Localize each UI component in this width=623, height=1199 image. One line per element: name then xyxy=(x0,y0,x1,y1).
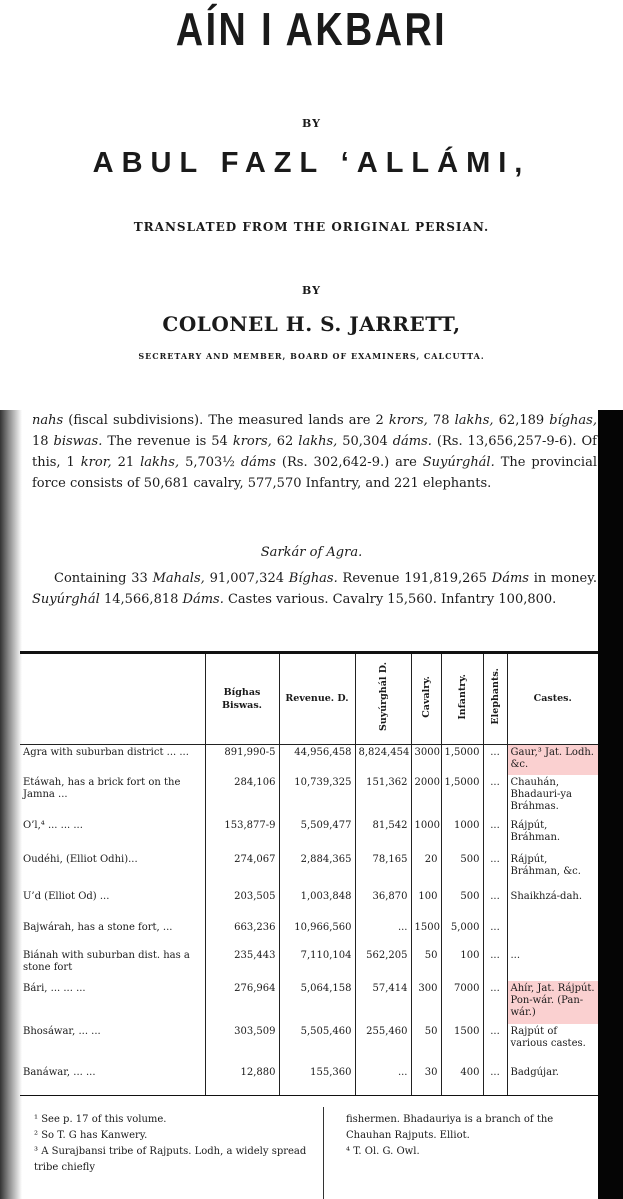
text-run: 21 xyxy=(111,455,141,470)
cell-suyurghal: 78,165 xyxy=(355,852,411,889)
book-title: AÍN I AKBARI xyxy=(175,3,448,55)
table-row xyxy=(20,948,598,980)
cell-infantry: 7000 xyxy=(441,981,483,1024)
cell-revenue: 10,739,325 xyxy=(279,775,355,818)
italic-term: Dáms. xyxy=(182,592,224,607)
cell-castes: Gaur,³ Jat. Lodh. &c. xyxy=(507,744,598,775)
table-row xyxy=(20,775,598,818)
header-name xyxy=(20,654,205,744)
translator-name: COLONEL H. S. JARRETT, xyxy=(162,312,461,336)
table-row xyxy=(20,981,598,1024)
cell-infantry: 500 xyxy=(441,889,483,920)
cell-suyurghal: 255,460 xyxy=(355,1024,411,1065)
cell-infantry: 1000 xyxy=(441,818,483,853)
cell-bighas: 153,877-9 xyxy=(205,818,279,853)
cell-revenue: 155,360 xyxy=(279,1065,355,1095)
translator-role: SECRETARY AND MEMBER, BOARD OF EXAMINERS, CALCUTTA. xyxy=(138,351,485,361)
cell-castes xyxy=(507,920,598,948)
cell-name: Bajwárah, has a stone fort, ... xyxy=(23,922,173,934)
table-row xyxy=(20,744,598,775)
cell-elephants: ... xyxy=(483,852,507,889)
text-run: (fiscal subdivisions). The measured lands are 2 xyxy=(63,413,389,428)
cell-infantry: 1,5000 xyxy=(441,744,483,775)
cell-elephants: ... xyxy=(483,818,507,853)
by-line-2: BY xyxy=(302,284,321,297)
page-gutter-shadow xyxy=(0,410,22,1199)
footnote-3-cont: fishermen. Bhadauriya is a branch of the Chauhan Rajputs. Elliot. xyxy=(346,1114,554,1141)
italic-term: krors, xyxy=(232,434,272,449)
cell-name: Banáwar, ... ... xyxy=(23,1066,96,1078)
text-run: 91,007,324 xyxy=(204,571,289,586)
italic-term: nahs xyxy=(32,413,64,428)
cell-revenue: 2,884,365 xyxy=(279,852,355,889)
cell-name: Bári, ... ... ... xyxy=(23,982,86,994)
cell-cavalry: 20 xyxy=(411,852,441,889)
text-run: 5,703½ xyxy=(179,455,241,470)
footnote-4: ⁴ T. Ol. G. Owl. xyxy=(346,1146,420,1157)
cell-infantry: 5,000 xyxy=(441,920,483,948)
cell-cavalry: 2000 xyxy=(411,775,441,818)
cell-name: Oudéhi, (Elliot Odhi)... xyxy=(23,854,138,866)
cell-cavalry: 3000 xyxy=(411,744,441,775)
cell-name: Bhosáwar, ... ... xyxy=(23,1025,101,1037)
intro-paragraph xyxy=(32,410,597,494)
author-name: ABUL FAZL ‘ALLÁMI, xyxy=(92,147,531,179)
cell-bighas: 303,509 xyxy=(205,1024,279,1065)
cell-infantry: 500 xyxy=(441,852,483,889)
cell-bighas: 12,880 xyxy=(205,1065,279,1095)
italic-term: dáms. xyxy=(392,434,432,449)
table-row xyxy=(20,920,598,948)
table-bottom-rule xyxy=(20,1095,598,1096)
cell-name: U’d (Elliot Od) ... xyxy=(23,891,110,902)
cell-cavalry: 50 xyxy=(411,1024,441,1065)
italic-term: biswas. xyxy=(53,434,103,449)
header-revenue: Revenue. D. xyxy=(279,654,355,744)
italic-term: Mahals, xyxy=(152,571,205,586)
italic-term: Bíghas. xyxy=(288,571,338,586)
cell-bighas: 274,067 xyxy=(205,852,279,889)
table-row xyxy=(20,889,598,920)
cell-bighas: 235,443 xyxy=(205,948,279,980)
cell-cavalry: 1500 xyxy=(411,920,441,948)
title-page xyxy=(0,0,623,395)
text-run: (Rs. 302,642-9.) are xyxy=(275,455,423,470)
cell-infantry: 100 xyxy=(441,948,483,980)
text-run: 50,304 xyxy=(337,434,393,449)
text-run: The revenue is 54 xyxy=(102,434,233,449)
text-run: 18 xyxy=(32,434,54,449)
header-bighas: Bíghas Biswas. xyxy=(205,654,279,744)
cell-revenue: 10,966,560 xyxy=(279,920,355,948)
text-run: Containing 33 xyxy=(54,571,153,586)
text-run: 14,566,818 xyxy=(99,592,183,607)
cell-suyurghal: 151,362 xyxy=(355,775,411,818)
by-line-1: BY xyxy=(302,117,321,130)
cell-revenue: 44,956,458 xyxy=(279,744,355,775)
cell-bighas: 891,990-5 xyxy=(205,744,279,775)
text-run: (Rs. 13,656,257-9-6). Of this, 1 xyxy=(32,434,597,470)
cell-castes: Rajpút of various castes. xyxy=(507,1024,598,1065)
cell-revenue: 5,064,158 xyxy=(279,981,355,1024)
cell-suyurghal: 8,824,454 xyxy=(355,744,411,775)
cell-elephants: ... xyxy=(483,1024,507,1065)
translation-note: TRANSLATED FROM THE ORIGINAL PERSIAN. xyxy=(133,220,490,234)
cell-name: Biánah with suburban dist. has a stone fort xyxy=(23,950,190,974)
cell-name: Etáwah, has a brick fort on the Jamna ... xyxy=(23,776,181,800)
cell-elephants: ... xyxy=(483,744,507,775)
cell-elephants: ... xyxy=(483,1065,507,1095)
footnote-divider xyxy=(323,1107,324,1199)
text-run: Revenue 191,819,265 xyxy=(337,571,492,586)
text-run: in money. xyxy=(528,571,598,586)
text-run: 78 xyxy=(427,413,455,428)
cell-suyurghal: 562,205 xyxy=(355,948,411,980)
cell-cavalry: 30 xyxy=(411,1065,441,1095)
italic-term: dáms xyxy=(240,455,276,470)
cell-castes: Rájpút, Bráhman. xyxy=(507,818,598,853)
cell-castes: Badgújar. xyxy=(507,1065,598,1095)
cell-cavalry: 50 xyxy=(411,948,441,980)
cell-bighas: 284,106 xyxy=(205,775,279,818)
table-row xyxy=(20,818,598,853)
cell-cavalry: 1000 xyxy=(411,818,441,853)
cell-name: Agra with suburban district ... ... xyxy=(23,746,189,758)
header-cavalry: Cavalry. xyxy=(411,654,441,744)
cell-bighas: 203,505 xyxy=(205,889,279,920)
sarkar-heading: Sarkár of Agra. xyxy=(260,545,363,560)
page-edge-dark xyxy=(598,410,623,1199)
italic-term: bíghas, xyxy=(549,413,597,428)
sarkar-summary xyxy=(32,568,597,610)
text-run: 62 xyxy=(271,434,299,449)
cell-cavalry: 300 xyxy=(411,981,441,1024)
cell-infantry: 1,5000 xyxy=(441,775,483,818)
cell-castes: ... xyxy=(507,948,598,980)
italic-term: lakhs, xyxy=(140,455,180,470)
cell-suyurghal: ... xyxy=(355,1065,411,1095)
text-run: 62,189 xyxy=(493,413,550,428)
cell-bighas: 276,964 xyxy=(205,981,279,1024)
cell-castes: Ahír, Jat. Rájpút. Pon-wár. (Pan-wár.) xyxy=(507,981,598,1024)
cell-infantry: 1500 xyxy=(441,1024,483,1065)
cell-revenue: 7,110,104 xyxy=(279,948,355,980)
text-run: The provincial force consists of 50,681 cavalry, 577,570 Infantry, and 221 elephants. xyxy=(32,455,597,491)
italic-term: Suyúrghál. xyxy=(422,455,495,470)
cell-elephants: ... xyxy=(483,889,507,920)
cell-elephants: ... xyxy=(483,948,507,980)
header-castes: Castes. xyxy=(507,654,598,744)
cell-suyurghal: 81,542 xyxy=(355,818,411,853)
cell-revenue: 5,505,460 xyxy=(279,1024,355,1065)
table-body xyxy=(20,744,598,1095)
cell-revenue: 5,509,477 xyxy=(279,818,355,853)
table-header-row xyxy=(20,654,598,744)
italic-term: lakhs, xyxy=(454,413,494,428)
cell-castes: Rájpút, Bráhman, &c. xyxy=(507,852,598,889)
cell-suyurghal: 36,870 xyxy=(355,889,411,920)
cell-castes: Shaikhzá-dah. xyxy=(507,889,598,920)
italic-term: krors, xyxy=(388,413,428,428)
table-row xyxy=(20,852,598,889)
table-row xyxy=(20,1065,598,1095)
italic-term: Suyúrghál xyxy=(32,592,100,607)
cell-name: O’l,⁴ ... ... ... xyxy=(23,819,83,831)
cell-cavalry: 100 xyxy=(411,889,441,920)
text-run: Castes various. Cavalry 15,560. Infantry 100,800. xyxy=(223,592,557,607)
footnotes-right xyxy=(346,1112,596,1160)
cell-elephants: ... xyxy=(483,775,507,818)
footnote-2: ² So T. G has Kanwery. xyxy=(34,1130,148,1141)
italic-term: Dáms xyxy=(491,571,529,586)
cell-elephants: ... xyxy=(483,981,507,1024)
footnote-1: ¹ See p. 17 of this volume. xyxy=(34,1114,167,1125)
header-elephants: Elephants. xyxy=(483,654,507,744)
cell-revenue: 1,003,848 xyxy=(279,889,355,920)
mahal-table xyxy=(20,654,598,1095)
cell-suyurghal: 57,414 xyxy=(355,981,411,1024)
footnote-3: ³ A Surajbansi tribe of Rajputs. Lodh, a widely spread tribe chiefly xyxy=(34,1146,307,1173)
header-infantry: Infantry. xyxy=(441,654,483,744)
table-row xyxy=(20,1024,598,1065)
header-suyurghal: Suyúrghál D. xyxy=(355,654,411,744)
footnotes-left xyxy=(34,1112,310,1176)
italic-term: kror, xyxy=(80,455,112,470)
cell-bighas: 663,236 xyxy=(205,920,279,948)
cell-infantry: 400 xyxy=(441,1065,483,1095)
cell-elephants: ... xyxy=(483,920,507,948)
cell-castes: Chauhán, Bhadauri-ya Bráhmas. xyxy=(507,775,598,818)
cell-suyurghal: ... xyxy=(355,920,411,948)
italic-term: lakhs, xyxy=(298,434,338,449)
